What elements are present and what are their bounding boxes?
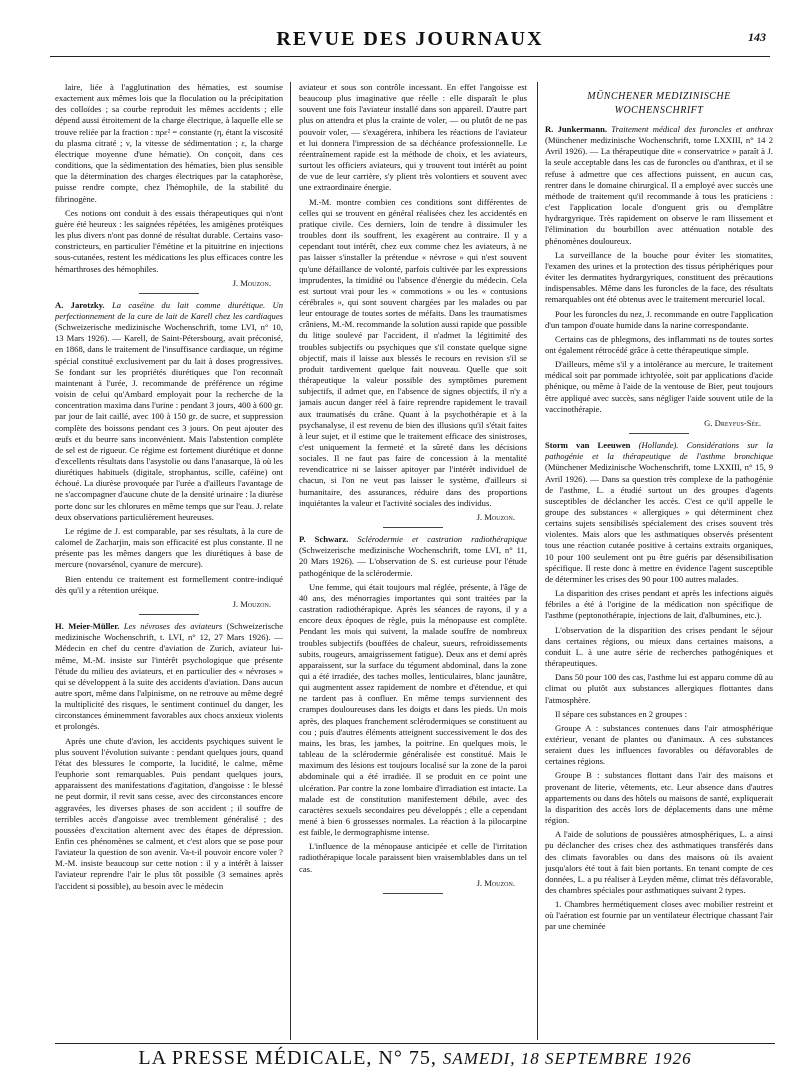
article-source: (Schweizerische medizinische Wochenschrift, tome LVI, n° 10, 13 Mars 1926). (55, 322, 283, 344)
paragraph: Il sépare ces substances en 2 groupes : (555, 708, 687, 719)
paragraph: M.-M. montre combien ces conditions sont différentes de celles qui se trouvent en général réalisées chez les accidentés en pratique civile. Ces derniers, loin de tendre à dissimuler les troubles dont ils souffrent, les exagèrent au contraire. Il y a cependant tout intérêt, chez eux comme chez les aviateurs, à ne pas laisser s'installer la prétendue « névrose » qui n'est souvent qu'une défaillance de volonté, parfois cultivée par les expressions imprudentes, la timidité ou l'absence d'énergie du médecin. Cela est surtout vrai pour les « commotions » ou les « contusions cérébrales », qui sont souvent chargées par les malades ou par leur entourage de toutes sortes de méfaits. Dans les traumatismes crâniens, M.-M. recommande la solution aussi rapide que possible du litige soulevé par l'accident, il n'admet la légitimité des troubles subjectifs ou psychiques que s'il constate quelque signe objectif, mais il laisse aux blessés le recours en revision s'il se produit tardivement quelque fait nouveau. Quelle que soit thérapeutique la valeur possible des symptômes purement subjectifs, il admet que, en l'absence de signes objectifs, il n'y a jamais aucun danger réel à faire reprendre rapidement le travail aux traumatisés du crâne. Quant à la psychothérapie et à la psychanalyse, il est revenu de bien des illusions qu'il s'était faites à leur sujet, et il estime que le traitement efficace des sinistroses, c'est uniquement la fermeté et la sûreté dans les décisions sociales. Il ne faut pas faire de concession à la mentalité revendicatrice ni se laisser apitoyer par l'intérêt individuel de chacun, si l'on ne veut pas laisser le système, d'ailleurs si humanitaire, des assurances, réduire dans des proportions inquiétantes la valeur et l'activité sociales des individus. (299, 196, 527, 508)
column-1 (55, 82, 283, 1037)
separator-rule (383, 893, 443, 894)
header-rule (50, 56, 770, 57)
article-entry (545, 124, 773, 247)
paragraph: Dans 50 pour 100 des cas, l'asthme lui est apparu comme dû au climat ou plutôt aux substances allergiques flottantes dans l'atmosphère. (545, 672, 773, 705)
separator-rule (139, 614, 199, 615)
issue-date: SAMEDI, 18 SEPTEMBRE 1926 (442, 1049, 692, 1068)
paragraph: D'ailleurs, même s'il y a intolérance au mercure, le traitement médical soit par pommade ichtyolée, soit par applications d'acide phénique, ou même à l'aide de la ventouse de Bier, peut toujours être appliqué avec succès, sans négliger l'aide souvent utile de la vaccinothérapie. (545, 359, 773, 414)
article-title: (Hollande). Considérations sur la pathogénie et la thérapeutique de l'asthme bronchique (545, 440, 773, 462)
column-divider (290, 82, 291, 1040)
article-title: Sclérodermie et castration radiothérapique (357, 534, 527, 545)
article-text: — La thérapeutique dite « conservatrice » paraît à J. la seule acceptable dans les cas de furoncles ou d'anthrax, et il se refuse à admettre que ces affections puissent, en aucun cas, rentrer dans le domaine chirurgical. Il a employé avec succès une méthode de traitement qu'il recommande à tous les praticiens : c'est l'application locale d'onguent gris ou d'emplâtre hydrargyrique. Très rapidement on observe le ram llissement et l'élimination du bourbillon avec atténuation notable des phénomènes douloureux. (545, 146, 773, 246)
article-text: — Karell, de Saint-Pétersbourg, avait préconisé, en 1868, dans le traitement de l'insuffisance cardiaque, un régime spécial constitué exclusivement par du lait à doses progressives. Se fondant sur les propriétés diurétiques que l'on reconnaît maintenant à l'urée, J. recommande de préférence un régime voisin de celui qu'Ambard employait pour la recherche de la concentration maxima dans l'urine : pendant 3 jours, 400 à 600 gr. par jour de lait caillé, avec 100 à 150 gr. de sucre, et suppression complète des boissons pendant ces 3 jours. On peut ajouter des œufs et du beurre sans inconvénient. Mais l'abstention complète de sel est de rigueur. Ce régime est fortement diurétique et donne d'excellents résultats dans l'asystolie ou dans l'anasarque, là où les diurétiques habituels (digitale, strophantus, scille, caféine) ont échoué. La diurèse provoquée par l'urée a d'ailleurs l'avantage de ne s'accompagner d'aucune chute de la densité urinaire : la diurèse porte donc sur les chlorures en même temps que sur l'eau. J. relate deux observations particulièrement heureuses. (55, 333, 283, 522)
article-text: — L'observation de S. est curieuse pour l'étude pathogénique de la sclérodermie. (299, 556, 527, 578)
paragraph: Bien entendu ce traitement est formellement contre-indiqué dès qu'il y a rétention uréique. (55, 573, 283, 595)
separator-rule (629, 433, 689, 434)
article-entry (55, 300, 283, 523)
article-text: — Médecin en chef du centre d'aviation de Zurich, aviateur lui-même, M.-M. insiste sur l'intérêt psychologique que présente l'étude du milieu des aviateurs, et en particulier des « névroses » qui se développent à la suite des accidents d'aviation. Dans aucun autre sport, même dans l'alpinisme, on ne retrouve au même degré la multiplicité des risques, le sentiment continuel du danger, les circonstances éminemment favorables aux chocs anxieux violents et prolongés. (55, 632, 283, 732)
author-signature: J. Mouzon. (476, 877, 515, 888)
paragraph: L'observation de la disparition des crises pendant le séjour dans certaines régions, ou mieux dans certaines maisons, a conduit L. à une autre série de recherches pathogéniques et thérapeutiques. (545, 624, 773, 669)
paragraph: Après une chute d'avion, les accidents psychiques suivent le plus souvent l'évolution suivante : pendant quelques jours, quand l'état des blessures le comporte, la lucidité, le calme, même l'euphorie sont remarquables. Puis pendant quelques jours, apparaissent des manifestations d'agitation, d'angoisse : le blessé ne peut dormir, il revit sans cesse, avec des circonstances encore aggravées, les diverses phases de son accident ; il souffre de terribles accès d'angoisse avec tremblement généralisé ; des poussées d'excitation alternent avec des étapes de dépression. Enfin ces phénomènes se calment, et c'est alors que se pose pour l'aviateur la question de son avenir. Va-t-il pouvoir encore voler ? M.-M. insiste beaucoup sur cette notion : il y a intérêt à laisser l'aviateur reprendre l'air le plus tôt possible (3 semaines après l'accident si possible), au besoin avec le médecin (55, 735, 283, 891)
article-entry (55, 621, 283, 733)
page-header (50, 28, 770, 62)
paragraph: 1. Chambres hermétiquement closes avec mobilier restreint et où l'aération est fournie par un ventilateur électrique chassant l'air par une cheminée (545, 899, 773, 932)
article-entry (299, 534, 527, 579)
column-3 (545, 82, 773, 1037)
article-source: (Münchener Medizinische Wochenschrift, tome LXXIII, n° 15, 9 Avril 1926). (545, 462, 773, 484)
article-author: R. Junkermann. (545, 124, 608, 134)
footer-rule (55, 1043, 775, 1044)
author-signature: J. Mouzon. (476, 511, 515, 522)
author-signature: J. Mouzon. (232, 598, 271, 609)
paragraph: L'influence de la ménopause anticipée et celle de l'irritation radiothérapique locale paraissent bien vraisemblables dans un tel cas. (299, 841, 527, 874)
journal-name: LA PRESSE MÉDICALE, N° 75, (138, 1047, 437, 1069)
article-author: Storm van Leeuwen (545, 440, 631, 451)
paragraph: Une femme, qui était toujours mal réglée, présente, à l'âge de 40 ans, des ménorragies importantes qui sont traitées par la castration radiothérapique. Après les séances de rayons, il y a encore deux époques de règle, puis la ménopause est complète. Pendant les mois qui suivent, la malade souffre de nombreux troubles subjectifs (bouffées de chaleur, sueurs, refroidissements subits, rougeurs, amaigrissement fatigue). Deux ans et demi après apparaissent, sur la surface du tégument abdominal, dans la zone qui a été irradiée, des taches molles, lenticulaires, blanc jaunâtre, qui augmentent assez rapidement de nombre et d'étendue, et qui ne tardent pas à confluer. En même temps surviennent des crampes douloureuses dans les doigts et dans les pieds. Un mois après, des plaques franchement sclérodermiques se constituent au cou ; puis d'autres éléments atteignent successivement le dos des mains, les bras, les jambes, la poitrine. En quelques mois, le tableau de la sclérodermie généralisée est constitué. Mais le maximum des lésions est toujours localisé sur la zone de la paroi abdominale qui a été irradiée. Il se produit en ce point une ulcération. Par contre la zone lombaire d'irradiation est intacte. La malade est de constitution manifestement débile, avec des caractères sexuels secondaires peu développés ; elle a cependant mené à bien 6 grossesses normales. La réaction à la pilocarpine est faible, le dermographisme intense. (299, 581, 527, 838)
separator-rule (383, 527, 443, 528)
article-source: (Schweizerische medizinische Wochenschrift, t. LVI, n° 12, 27 Mars 1926). (55, 621, 283, 643)
paragraph: La disparition des crises pendant et après les infections aiguës fébriles a été à l'origine de la médication non spécifique de l'asthme (peptonothérapie, injections de lait, d'albumines, etc.). (545, 588, 773, 621)
page-number: 143 (748, 30, 766, 44)
paragraph: laire, liée à l'agglutination des hématies, est soumise exactement aux mêmes lois que la floculation ou la précipitation des colloïdes ; sa courbe reproduit les mêmes accidents ; elle dépend aussi étroitement de la charge électrique, à laquelle elle se trouve reliée par la fraction : πρε² = constante (η, étant la viscosité du plasma citraté ; ν, la vitesse de sédimentation ; ε, la charge électrique moyenne d'une hématie). On conçoit, dans ces conditions, que la sédimentation des hématies, bien plus sensible que la détermination des charges électriques par la cataphorèse, puisse rendre compte, chez l'hémophile, de la stabilité du fibrinogène. (55, 82, 283, 204)
paragraph: Pour les furoncles du nez, J. recommande en outre l'application d'un tampon d'ouate humide dans la narine correspondante. (545, 308, 773, 330)
article-author: P. Schwarz. (299, 534, 349, 545)
paragraph: Groupe A : substances contenues dans l'air atmosphérique extérieur, venant de plantes ou d'animaux. A ces substances seraient dues les influences favorables ou défavorables de certaines régions. (545, 722, 773, 767)
paragraph: Ces notions ont conduit à des essais thérapeutiques qui n'ont guère été heureux : les saignées répétées, les amigènes protéiques les plus divers n'ont pas donné de résultat durable. Certains vaso-constricteurs, en particulier l'émétine et la pituitrine en injections sous-cutanées, restent les médications les plus efficaces contre les hémarthroses des hémophiles. (55, 207, 283, 274)
author-signature: G. Dreyfus-Sée. (704, 417, 761, 428)
article-entry (545, 440, 773, 585)
article-title: Les névroses des aviateurs (123, 621, 223, 632)
paragraph: Le régime de J. est comparable, par ses résultats, à la cure de calomel de Zacharjin, mais son efficacité est plus constante. Il ne présente pas les mêmes dangers que les diurétiques à base de mercure (novarsénol, cyanure de mercure). (55, 525, 283, 570)
paragraph: aviateur et sous son contrôle incessant. En effet l'angoisse est beaucoup plus imaginative que réelle : elle disparaît le plus souvent une fois l'aviateur installé dans son appareil. D'autre part plus on attendra et plus la crainte de voler, — ou plutôt de ne pas pouvoir voler, — s'exagérera, inhibera les réactions de l'aviateur et lui donnera l'impression de sa déchéance professionnelle. Le réentraînement rapide est la méthode de choix, et les aviateurs, surtout les officiers aviateurs, qui y trouvent tout intérêt au point de vue de leur carrière, s'y plient très volontiers et souvent avec une extraordinaire énergie. (299, 82, 527, 193)
article-source: (Schweizerische medizinische Wochenschrift, tome LVI, n° 11, 20 Mars 1926). (299, 545, 527, 567)
article-source: (Münchener medizinische Wochenschrift, tome LXXIII, n° 14 2 Avril 1926). (545, 135, 773, 157)
article-author: A. Jarotzky. (55, 299, 105, 310)
section-heading: MÜNCHENER MEDIZINISCHE WOCHENSCHRIFT (587, 91, 731, 116)
article-text: — Dans sa question très complexe de la pathogénie de l'asthme, L. a étudié surtout un des groupes d'agents susceptibles de déclancher les accès. C'est ce qu'il appelle le groupe des substances « allergiques » qui déterminent chez certains sujets sensibilisés spécialement des crises souvent très violentes. Mais alors que les asthmatiques observés présentent tous une réaction cutanée positive à certains extraits organiques, 10 pour 100 seulement ont pu être guéris par désensibilisation spécifique. Il reste donc à mettre en évidence l'agent susceptible de déterminer les crises des 90 pour 100 autres malades. (545, 473, 773, 584)
separator-rule (139, 293, 199, 294)
footer-text (55, 1047, 775, 1070)
running-title: REVUE DES JOURNAUX (276, 28, 544, 50)
paragraph: Certains cas de phlegmons, des inflammati ns de toutes sortes ont également rétrocédé grâce à cette thérapeutique simple. (545, 333, 773, 355)
paragraph: La surveillance de la bouche pour éviter les stomatites, l'examen des urines et la protection des tissus périphériques pour éviter les dermatites hydrargyriques, constituent des précautions indispensables. Même dans les furoncles de la face, des résultats remarquables ont été obtenus avec le traitement mercuriel local. (545, 249, 773, 305)
paragraph: Groupe B : substances flottant dans l'air des maisons et provenant de literie, vêtements, etc. Leur absence dans d'autres appartements ou dans des hôtels ou maisons de santé, expliquerait la disparition des accès lors de déplacements dans une même région. (545, 770, 773, 826)
column-2 (299, 82, 527, 1037)
paragraph: A l'aide de solutions de poussières atmosphériques, L. a ainsi pu déclancher des crises chez des asthmatiques transférés dans des climats favorables ou dans des maisons où ils avaient jusqu'alors été tout à fait bien portants. En tenant compte de ces données, L. a pu réaliser à Leyden même, climat très défavorable, des chambres spéciales pour asthmatiques suivant 2 types. (545, 829, 773, 895)
article-author: H. Meier-Müller. (55, 621, 120, 632)
page-footer (55, 1043, 775, 1073)
column-divider (537, 82, 538, 1040)
article-title: La caséine du lait comme diurétique. Un perfectionnement de la cure de lait de Karell chez les cardiaques (55, 299, 283, 321)
author-signature: J. Mouzon. (232, 277, 271, 288)
article-title: Traitement médical des furoncles et anthrax (611, 124, 773, 134)
